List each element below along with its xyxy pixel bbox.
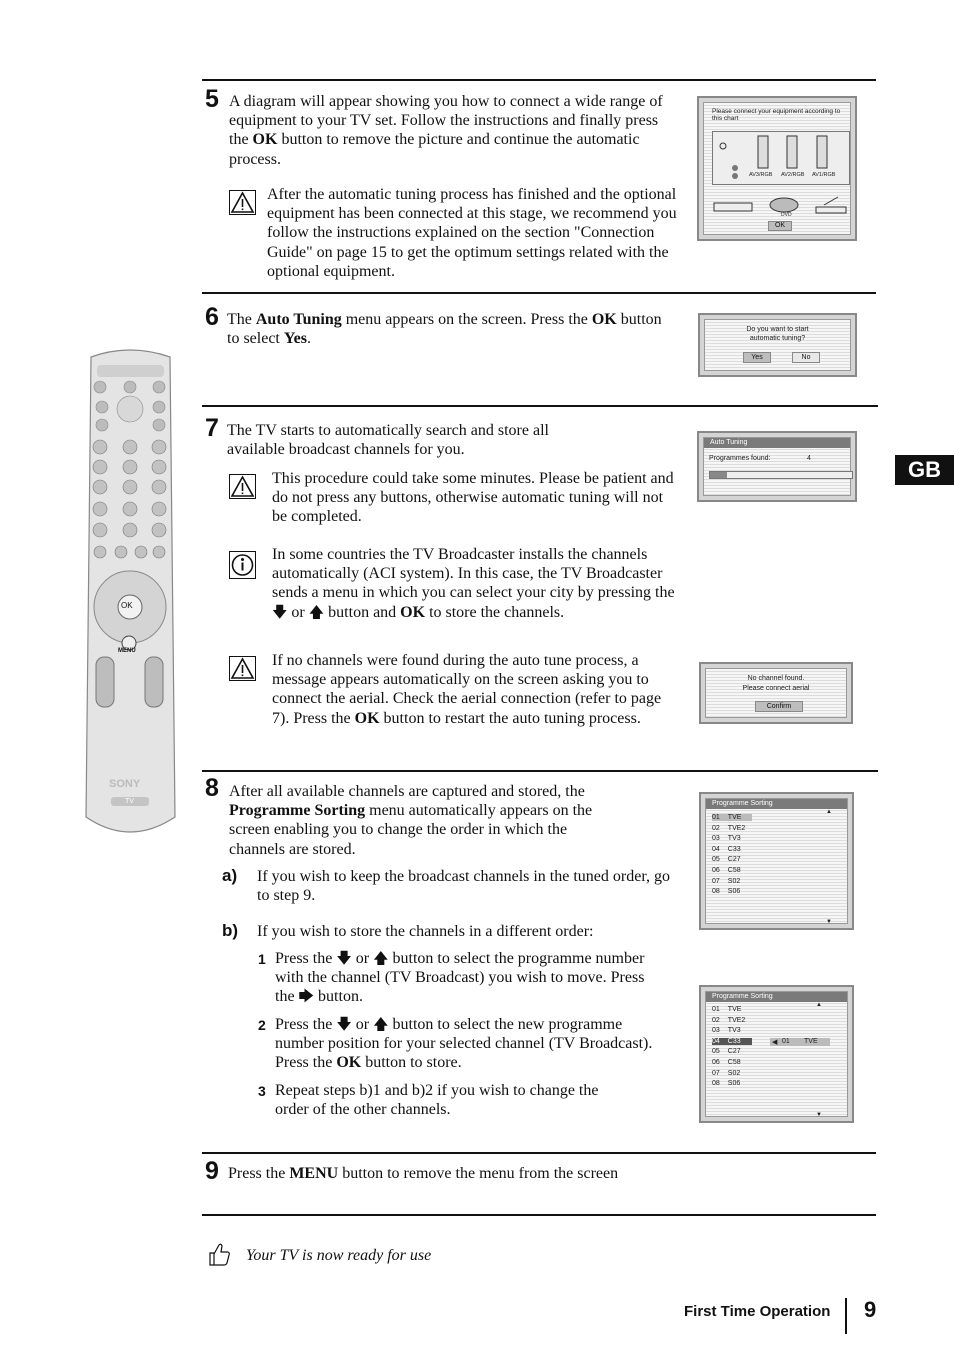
- step-number: 9: [205, 1157, 219, 1185]
- programme-row[interactable]: [712, 888, 752, 895]
- divider-rule: [202, 292, 876, 294]
- arrow-icon: 🡅: [373, 949, 389, 967]
- arrow-icon: 🡇: [336, 1015, 352, 1033]
- programme-row[interactable]: [712, 846, 752, 853]
- screen-title: Please connect your equipment according to this chart: [712, 108, 841, 122]
- programme-name: C27: [727, 856, 741, 864]
- programme-number: 03: [712, 835, 720, 843]
- screen-header: Auto Tuning: [704, 438, 850, 448]
- connector-label: AV3/RGB: [749, 172, 773, 178]
- top-rule: [202, 79, 876, 81]
- connector-label: AV1/RGB: [812, 172, 836, 178]
- programme-number: 02: [712, 824, 720, 832]
- programme-row[interactable]: [712, 825, 752, 832]
- option-a-label: a): [222, 866, 238, 885]
- arrow-icon: 🡇: [272, 602, 288, 621]
- step-7-note-patience: This procedure could take some minutes. Please be patient and do not press any buttons, otherwise automatic tuning will not be completed.: [272, 470, 674, 526]
- progress-bar: [709, 471, 853, 479]
- arrow-icon: 🡆: [298, 987, 315, 1006]
- option-b-text: If you wish to store the channels in a different order:: [257, 923, 594, 940]
- down-arrow-icon: ▼: [826, 919, 832, 925]
- page-number: 9: [864, 1297, 877, 1322]
- programmes-found-label: Programmes found:: [709, 455, 771, 462]
- yes-button[interactable]: Yes: [743, 352, 771, 363]
- thumbs-up-icon: [207, 1241, 231, 1267]
- arrow-icon: 🡇: [336, 949, 352, 967]
- step-5-note: After the automatic tuning process has finished and the optional equipment has been connected at this stage, we recommend you follow the instructions explained on the section "Connection Guide" on page 15 to get the optimum settings related with the optional equipment.: [267, 186, 677, 280]
- programme-number: 06: [712, 1059, 720, 1066]
- question-line: automatic tuning?: [749, 335, 806, 342]
- programme-row[interactable]: [712, 856, 752, 863]
- warning-icon: [229, 190, 256, 215]
- programme-name: TVE: [727, 1006, 742, 1013]
- programme-row[interactable]: [712, 1080, 752, 1087]
- step-number: 6: [205, 303, 219, 331]
- programme-name: TV3: [727, 1027, 741, 1035]
- programme-name: TVE2: [727, 824, 746, 832]
- left-arrow-icon: ◀: [772, 1039, 778, 1046]
- programme-row[interactable]: [712, 1048, 752, 1055]
- arrow-icon: 🡅: [373, 1015, 389, 1033]
- step-5-text: A diagram will appear showing you how to connect a wide range of equipment to your TV set. Follow the instructions and finally press the OK button to remove the picture and continue the automatic process.: [229, 93, 663, 168]
- programme-name: TV3: [727, 835, 741, 843]
- programme-row[interactable]: [712, 1017, 752, 1024]
- programme-sorting-move-screen: [699, 985, 854, 1123]
- programme-name: S02: [727, 1069, 741, 1077]
- moving-channel-indicator: [770, 1038, 830, 1046]
- message-line: No channel found.: [747, 675, 805, 682]
- moving-programme-number: 01: [782, 1038, 790, 1045]
- substep-number: 1: [258, 951, 266, 967]
- programme-name: C33: [727, 845, 741, 853]
- warning-icon: [229, 656, 256, 681]
- footer-section-title: First Time Operation: [684, 1303, 831, 1320]
- connector-panel: [712, 131, 850, 185]
- remote-menu-label: MENU: [118, 648, 136, 654]
- programme-name: C33: [727, 1037, 741, 1045]
- programme-row[interactable]: [712, 1027, 752, 1034]
- substep-3-text: Repeat steps b)1 and b)2 if you wish to change the order of the other channels.: [275, 1082, 599, 1119]
- ready-message: Your TV is now ready for use: [246, 1247, 432, 1264]
- ok-button[interactable]: OK: [768, 221, 792, 231]
- programme-name: C58: [727, 1059, 741, 1066]
- programme-row[interactable]: [712, 878, 752, 885]
- step-number: 7: [205, 414, 219, 442]
- step-7-note-no-channels: If no channels were found during the auto tune process, a message appears automatically on the screen asking you to connect the aerial. Check the aerial connection (refer to page 7). Press the OK button to restart the auto tuning process.: [272, 652, 662, 727]
- no-channel-screen: [699, 662, 853, 724]
- connection-chart-screen: [697, 96, 857, 241]
- programme-name: S02: [727, 877, 741, 885]
- substep-1-text: Press the 🡇 or 🡅 button to select the programme number with the channel (TV Broadcast) you wish to move. Press the 🡆 button.: [275, 949, 645, 1006]
- option-b-label: b): [222, 921, 239, 940]
- programme-row[interactable]: [712, 1070, 752, 1077]
- programme-name: TVE: [727, 814, 742, 821]
- programme-number: 08: [712, 888, 720, 896]
- programme-number: 07: [712, 1069, 720, 1077]
- programme-name: S06: [727, 1080, 741, 1088]
- programme-number: 08: [712, 1080, 720, 1088]
- remote-ok-label: OK: [121, 601, 133, 610]
- divider-rule: [202, 1214, 876, 1216]
- step-number: 8: [205, 774, 219, 802]
- dvd-label: DVD: [781, 212, 792, 218]
- programme-number: 04: [712, 845, 720, 853]
- programme-number: 04: [712, 1037, 720, 1045]
- confirm-button[interactable]: Confirm: [755, 701, 803, 712]
- remote-brand: SONY: [109, 778, 141, 790]
- substep-number: 2: [258, 1017, 266, 1033]
- question-line: Do you want to start: [746, 326, 809, 333]
- divider-rule: [202, 405, 878, 407]
- progress-fill: [710, 472, 727, 478]
- programme-row[interactable]: [712, 835, 752, 842]
- programme-number: 01: [712, 1006, 720, 1013]
- step-number: 5: [205, 85, 219, 113]
- step-8-text: After all available channels are captured and stored, the Programme Sorting menu automatically appears on the screen enabling you to change the order in which the channels are stored.: [229, 783, 593, 858]
- auto-tuning-screen: [697, 431, 857, 502]
- programme-number: 07: [712, 877, 720, 885]
- programme-sorting-screen: [699, 792, 854, 930]
- step-6-text: The Auto Tuning menu appears on the screen. Press the OK button to select Yes.: [227, 311, 662, 348]
- programme-name: C27: [727, 1048, 741, 1056]
- connector-label: AV2/RGB: [781, 172, 805, 178]
- programme-number: 01: [712, 814, 720, 821]
- programmes-found-value: 4: [807, 455, 811, 462]
- moving-programme-name: TVE: [804, 1038, 818, 1045]
- screen-header: Programme Sorting: [706, 992, 847, 1002]
- programme-number: 06: [712, 867, 720, 874]
- programme-row[interactable]: [712, 1059, 752, 1066]
- no-button[interactable]: No: [792, 352, 820, 363]
- down-arrow-icon: ▼: [816, 1112, 822, 1118]
- programme-name: S06: [727, 888, 741, 896]
- programme-number: 03: [712, 1027, 720, 1035]
- auto-tuning-question-screen: [698, 313, 857, 377]
- option-a-text: If you wish to keep the broadcast channels in the tuned order, go to step 9.: [257, 868, 671, 905]
- remote-control-illustration: [83, 347, 178, 842]
- divider-rule: [202, 1152, 876, 1154]
- programme-name: TVE2: [727, 1016, 746, 1024]
- programme-row[interactable]: [712, 1038, 752, 1045]
- step-9-text: Press the MENU button to remove the menu from the screen: [228, 1165, 619, 1182]
- up-arrow-icon: ▲: [826, 809, 832, 815]
- up-arrow-icon: ▲: [816, 1002, 822, 1008]
- programme-name: C58: [727, 867, 741, 874]
- arrow-icon: 🡅: [308, 602, 325, 621]
- substep-2-text: Press the 🡇 or 🡅 button to select the new programme number position for your selected channel (TV Broadcast). Press the OK button to store.: [275, 1015, 653, 1072]
- message-line: Please connect aerial: [742, 685, 810, 692]
- info-icon: [229, 551, 256, 579]
- programme-row[interactable]: [712, 1006, 752, 1013]
- step-7-note-aci: In some countries the TV Broadcaster installs the channels automatically (ACI system). In this case, the TV Broadcaster sends a menu in which you can select your city by pressing the 🡇 or 🡅 button and OK to store the channels.: [272, 546, 675, 621]
- warning-icon: [229, 474, 256, 499]
- footer-divider: [845, 1298, 847, 1334]
- step-7-text: The TV starts to automatically search and store all available broadcast channels for you.: [227, 422, 549, 459]
- remote-tv-label: TV: [125, 798, 134, 805]
- programme-row[interactable]: [712, 867, 752, 874]
- programme-number: 02: [712, 1016, 720, 1024]
- programme-number: 05: [712, 856, 720, 864]
- programme-row[interactable]: [712, 814, 752, 821]
- screen-header: Programme Sorting: [706, 799, 847, 809]
- programme-number: 05: [712, 1048, 720, 1056]
- substep-number: 3: [258, 1083, 266, 1099]
- divider-rule: [202, 770, 878, 772]
- language-tab: GB: [895, 455, 954, 485]
